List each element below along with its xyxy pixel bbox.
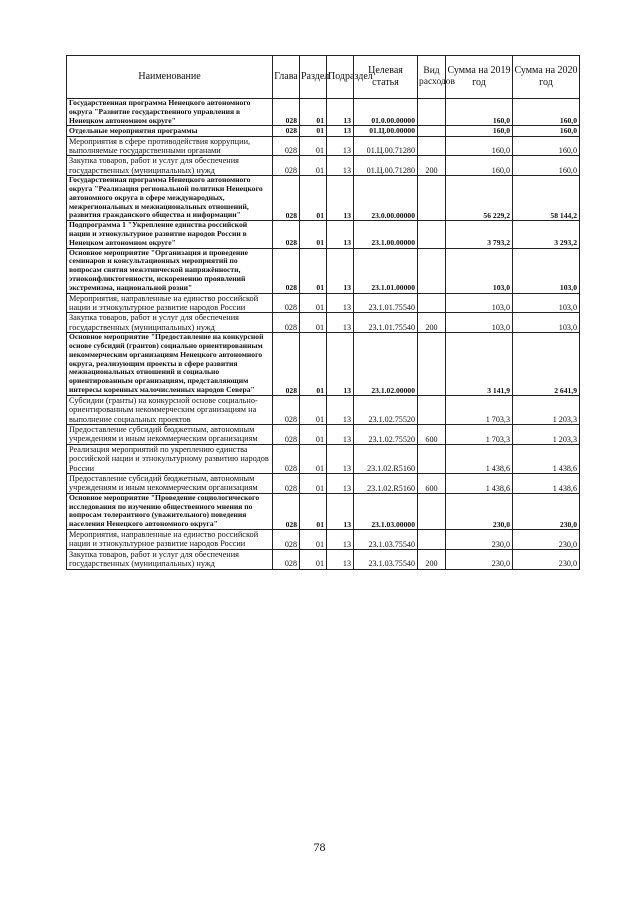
cell-name: Государственная программа Ненецкого автономного округа "Развитие государственного управления в Ненецком автономном округе" <box>67 99 273 126</box>
cell-sum-2020: 230,0 <box>513 493 580 529</box>
cell-section: 01 <box>300 221 327 248</box>
cell-expense-type <box>418 444 446 473</box>
cell-name: Мероприятия, направленные на единство российской нации и этнокультурное развитие народов России <box>67 530 273 550</box>
cell-expense-type <box>418 333 446 396</box>
cell-sum-2020: 2 641,9 <box>513 333 580 396</box>
table-row <box>67 136 580 156</box>
cell-expense-type: 200 <box>418 313 446 333</box>
cell-chapter: 028 <box>273 444 300 473</box>
cell-target: 23.1.02.R5160 <box>354 474 418 494</box>
header-sum-2020: Сумма на 2020 год <box>513 56 580 99</box>
cell-name: Субсидии (гранты) на конкурсной основе социально-ориентированным некоммерческим организациям на выполнение социальных проектов <box>67 395 273 424</box>
cell-subsection: 13 <box>327 530 354 550</box>
cell-target: 01.Ц.00.71280 <box>354 156 418 176</box>
table-row <box>67 549 580 569</box>
cell-subsection: 13 <box>327 136 354 156</box>
cell-sum-2019: 160,0 <box>446 126 513 136</box>
cell-expense-type <box>418 395 446 424</box>
cell-sum-2020: 230,0 <box>513 549 580 569</box>
cell-sum-2020: 1 438,6 <box>513 444 580 473</box>
cell-sum-2020: 103,0 <box>513 313 580 333</box>
table-row <box>67 99 580 126</box>
table-body <box>67 99 580 570</box>
cell-name: Предоставление субсидий бюджетным, автономным учреждениям и иным некоммерческим организациям <box>67 425 273 445</box>
cell-target: 23.0.00.00000 <box>354 176 418 221</box>
header-section: Раздел <box>300 56 327 99</box>
cell-target: 01.0.00.00000 <box>354 99 418 126</box>
cell-subsection: 13 <box>327 313 354 333</box>
table-row <box>67 493 580 529</box>
cell-target: 01.Ц.00.71280 <box>354 136 418 156</box>
cell-sum-2019: 160,0 <box>446 136 513 156</box>
cell-section: 01 <box>300 176 327 221</box>
header-subsection: Подраздел <box>327 56 354 99</box>
cell-target: 23.1.02.00000 <box>354 333 418 396</box>
cell-name: Реализация мероприятий по укреплению единства российской нации и этнокультурному развитию народов России <box>67 444 273 473</box>
cell-subsection: 13 <box>327 333 354 396</box>
table-row <box>67 176 580 221</box>
cell-name: Мероприятия, направленные на единство российской нации и этнокультурное развитие народов России <box>67 293 273 313</box>
header-name: Наименование <box>67 56 273 99</box>
cell-sum-2019: 56 229,2 <box>446 176 513 221</box>
cell-section: 01 <box>300 248 327 293</box>
cell-expense-type: 200 <box>418 549 446 569</box>
cell-subsection: 13 <box>327 493 354 529</box>
cell-section: 01 <box>300 333 327 396</box>
cell-name: Закупка товаров, работ и услуг для обеспечения государственных (муниципальных) нужд <box>67 313 273 333</box>
cell-chapter: 028 <box>273 136 300 156</box>
cell-expense-type <box>418 136 446 156</box>
cell-section: 01 <box>300 313 327 333</box>
cell-sum-2020: 160,0 <box>513 136 580 156</box>
cell-section: 01 <box>300 99 327 126</box>
cell-subsection: 13 <box>327 395 354 424</box>
cell-name: Основное мероприятие "Организация и проведение семинаров и консультационных мероприятий по вопросам снятия межэтнической напряжённости, этноконфликтогенности, искоренению проявлений экстремизма, национальной розни" <box>67 248 273 293</box>
cell-section: 01 <box>300 395 327 424</box>
cell-sum-2019: 1 438,6 <box>446 444 513 473</box>
cell-expense-type: 600 <box>418 474 446 494</box>
cell-chapter: 028 <box>273 313 300 333</box>
cell-section: 01 <box>300 156 327 176</box>
table-row <box>67 444 580 473</box>
cell-sum-2019: 103,0 <box>446 248 513 293</box>
cell-chapter: 028 <box>273 425 300 445</box>
cell-subsection: 13 <box>327 474 354 494</box>
cell-sum-2020: 1 438,6 <box>513 474 580 494</box>
cell-expense-type <box>418 176 446 221</box>
cell-expense-type <box>418 530 446 550</box>
table-row <box>67 248 580 293</box>
cell-chapter: 028 <box>273 395 300 424</box>
cell-expense-type: 600 <box>418 425 446 445</box>
cell-chapter: 028 <box>273 99 300 126</box>
cell-section: 01 <box>300 493 327 529</box>
cell-sum-2019: 3 141,9 <box>446 333 513 396</box>
table-row <box>67 293 580 313</box>
cell-subsection: 13 <box>327 156 354 176</box>
cell-target: 23.1.03.00000 <box>354 493 418 529</box>
cell-chapter: 028 <box>273 293 300 313</box>
cell-target: 23.1.00.00000 <box>354 221 418 248</box>
cell-section: 01 <box>300 530 327 550</box>
cell-chapter: 028 <box>273 493 300 529</box>
cell-expense-type <box>418 126 446 136</box>
table-row <box>67 530 580 550</box>
table-row <box>67 313 580 333</box>
cell-expense-type <box>418 493 446 529</box>
cell-chapter: 028 <box>273 248 300 293</box>
cell-sum-2020: 58 144,2 <box>513 176 580 221</box>
cell-chapter: 028 <box>273 333 300 396</box>
cell-expense-type: 200 <box>418 156 446 176</box>
cell-target: 23.1.03.75540 <box>354 549 418 569</box>
cell-name: Отдельные мероприятия программы <box>67 126 273 136</box>
cell-target: 23.1.02.75520 <box>354 395 418 424</box>
cell-name: Закупка товаров, работ и услуг для обеспечения государственных (муниципальных) нужд <box>67 549 273 569</box>
header-sum-2019: Сумма на 2019 год <box>446 56 513 99</box>
cell-sum-2019: 160,0 <box>446 156 513 176</box>
cell-sum-2019: 1 703,3 <box>446 425 513 445</box>
budget-table <box>66 55 580 570</box>
cell-subsection: 13 <box>327 126 354 136</box>
cell-name: Закупка товаров, работ и услуг для обеспечения государственных (муниципальных) нужд <box>67 156 273 176</box>
page-number: 78 <box>313 840 326 854</box>
header-target: Целевая статья <box>354 56 418 99</box>
cell-section: 01 <box>300 293 327 313</box>
cell-chapter: 028 <box>273 549 300 569</box>
cell-name: Подпрограмма 1 "Укрепление единства российской нации и этнокультурное развитие народов России в Ненецком автономном округе" <box>67 221 273 248</box>
cell-subsection: 13 <box>327 444 354 473</box>
cell-section: 01 <box>300 474 327 494</box>
cell-expense-type <box>418 99 446 126</box>
cell-target: 23.1.01.75540 <box>354 313 418 333</box>
cell-sum-2019: 230,0 <box>446 549 513 569</box>
cell-subsection: 13 <box>327 99 354 126</box>
table-row <box>67 156 580 176</box>
header-expense-type: Вид расходов <box>418 56 446 99</box>
cell-section: 01 <box>300 425 327 445</box>
table-row <box>67 425 580 445</box>
cell-sum-2020: 160,0 <box>513 99 580 126</box>
cell-sum-2020: 1 203,3 <box>513 425 580 445</box>
cell-target: 23.1.01.75540 <box>354 293 418 313</box>
cell-sum-2020: 160,0 <box>513 156 580 176</box>
cell-target: 23.1.02.R5160 <box>354 444 418 473</box>
cell-chapter: 028 <box>273 156 300 176</box>
cell-sum-2019: 1 703,3 <box>446 395 513 424</box>
cell-chapter: 028 <box>273 176 300 221</box>
table-row <box>67 221 580 248</box>
cell-name: Государственная программа Ненецкого автономного округа "Реализация региональной политики Ненецкого автономного округа в сфере международных, межрегиональных и межнациональных отношений, развития гражданского общества и информации" <box>67 176 273 221</box>
cell-sum-2020: 103,0 <box>513 248 580 293</box>
cell-section: 01 <box>300 126 327 136</box>
cell-target: 23.1.01.00000 <box>354 248 418 293</box>
cell-target: 01.Ц.00.00000 <box>354 126 418 136</box>
table-row <box>67 126 580 136</box>
cell-sum-2020: 103,0 <box>513 293 580 313</box>
cell-expense-type <box>418 293 446 313</box>
cell-subsection: 13 <box>327 248 354 293</box>
cell-sum-2019: 1 438,6 <box>446 474 513 494</box>
cell-chapter: 028 <box>273 530 300 550</box>
cell-subsection: 13 <box>327 221 354 248</box>
table-row <box>67 474 580 494</box>
cell-subsection: 13 <box>327 293 354 313</box>
cell-chapter: 028 <box>273 126 300 136</box>
cell-chapter: 028 <box>273 474 300 494</box>
cell-chapter: 028 <box>273 221 300 248</box>
cell-sum-2020: 230,0 <box>513 530 580 550</box>
cell-name: Мероприятия в сфере противодействия коррупции, выполняемые государственными органами <box>67 136 273 156</box>
cell-sum-2020: 3 293,2 <box>513 221 580 248</box>
cell-name: Предоставление субсидий бюджетным, автономным учреждениям и иным некоммерческим организациям <box>67 474 273 494</box>
cell-sum-2019: 3 793,2 <box>446 221 513 248</box>
cell-sum-2020: 160,0 <box>513 126 580 136</box>
cell-sum-2019: 160,0 <box>446 99 513 126</box>
cell-target: 23.1.03.75540 <box>354 530 418 550</box>
cell-section: 01 <box>300 549 327 569</box>
cell-subsection: 13 <box>327 176 354 221</box>
cell-sum-2019: 103,0 <box>446 293 513 313</box>
cell-expense-type <box>418 248 446 293</box>
cell-sum-2019: 230,0 <box>446 530 513 550</box>
cell-sum-2019: 103,0 <box>446 313 513 333</box>
table-header-row <box>67 56 580 99</box>
cell-subsection: 13 <box>327 549 354 569</box>
cell-name: Основное мероприятие "Предоставление на конкурсной основе субсидий (грантов) социально ориентированным некоммерческим организациям Ненецкого автономного округа, реализующим проекты в сфере развития межнациональных отношений и социально ориентированным организациям, представляющим интересы коренных малочисленных народов Севера" <box>67 333 273 396</box>
cell-sum-2019: 230,0 <box>446 493 513 529</box>
cell-sum-2020: 1 203,3 <box>513 395 580 424</box>
cell-name: Основное мероприятие "Проведение социологического исследования по изучению общественного мнения по вопросам толерантного (уважительного) поведения населения Ненецкого автономного округа" <box>67 493 273 529</box>
cell-section: 01 <box>300 136 327 156</box>
header-chapter: Глава <box>273 56 300 99</box>
cell-subsection: 13 <box>327 425 354 445</box>
cell-expense-type <box>418 221 446 248</box>
cell-section: 01 <box>300 444 327 473</box>
table-row <box>67 333 580 396</box>
cell-target: 23.1.02.75520 <box>354 425 418 445</box>
table-row <box>67 395 580 424</box>
